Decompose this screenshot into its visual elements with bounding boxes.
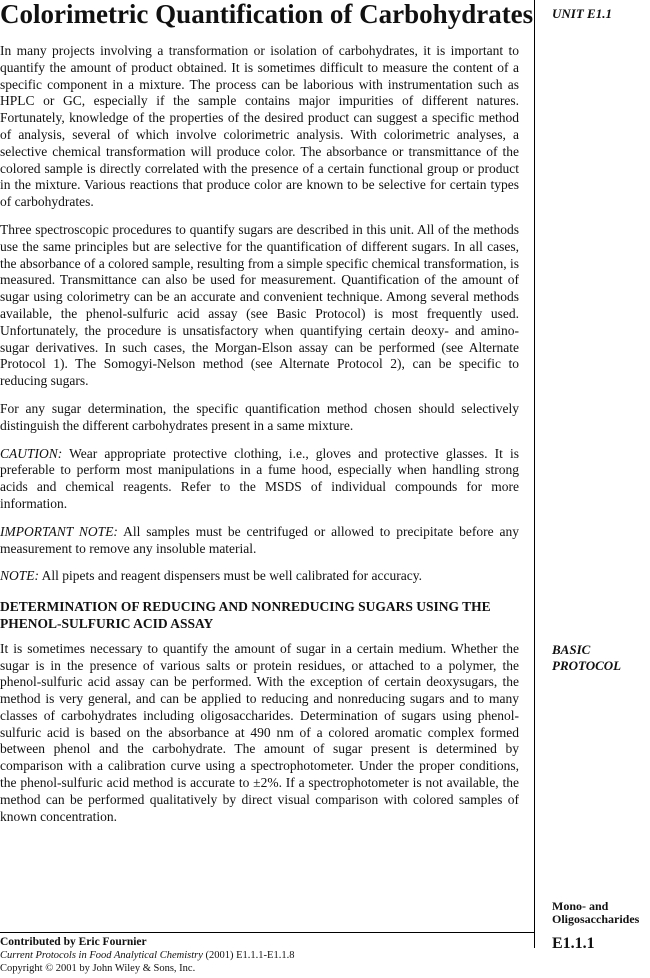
- caution-label: CAUTION:: [0, 445, 63, 461]
- topic-label: [552, 900, 639, 926]
- caution-text: Wear appropriate protective clothing, i.e., gloves and protective glasses. It is preferable to perform most manipulations in a fume hood, especially when handling strong acids and chemical reagents. Refer to the MSDS of individual compounds for more information.: [0, 445, 519, 511]
- margin-rule: [534, 0, 535, 948]
- protocol-type-line-2: PROTOCOL: [552, 658, 622, 673]
- topic-line-2: Oligosaccharides: [552, 912, 640, 926]
- footer-rule: [0, 932, 534, 933]
- important-note-paragraph: [0, 524, 519, 558]
- page-title: Colorimetric Quantification of Carbohydrates: [0, 0, 534, 29]
- methods-paragraph: Three spectroscopic procedures to quantify sugars are described in this unit. All of the methods use the same principles but are selective for the quantification of different sugars. In all cases, the absorbance of a colored sample, resulting from a simple specific chemical transformation, is measured. Transmittance can also be used for measurement. Quantification of the amount of sugar using colorimetry can be an accurate and convenient technique. Among several methods available, the phenol-sulfuric acid assay (see Basic Protocol) is most frequently used. Unfortunately, the procedure is unsatisfactory when quantifying certain deoxy- and amino-sugar derivatives. In such cases, the Morgan-Elson assay can be performed (see Alternate Protocol 1). The Somogyi-Nelson method (see Alternate Protocol 2), can be specific to reducing sugars.: [0, 221, 519, 389]
- contributor-line: Contributed by Eric Fournier: [0, 936, 147, 948]
- unit-label: UNIT E1.1: [552, 6, 612, 21]
- citation-range: (2001) E1.1.1-E1.1.8: [202, 950, 295, 961]
- page-code: E1.1.1: [552, 935, 595, 952]
- note-label: NOTE:: [0, 568, 40, 584]
- protocol-type-label: [552, 642, 621, 674]
- intro-paragraph: In many projects involving a transformation or isolation of carbohydrates, it is important to quantify the amount of product obtained. It is sometimes difficult to measure the content of a specific component in a mixture. The process can be laborious with instrumentation such as HPLC or GC, especially if the sample contains major impurities of different natures. Fortunately, knowledge of the properties of the desired product can suggest a specific method of analysis, several of which involve colorimetric analysis. With colorimetric analyses, a selective chemical transformation will produce color. The absorbance or transmittance of the colored sample is directly correlated with the presence of a certain functional group or product in the mixture. Various reactions that produce color are known to be selective for certain types of carbohydrates.: [0, 43, 519, 210]
- note-paragraph: [0, 568, 519, 585]
- protocol-intro-paragraph: It is sometimes necessary to quantify the amount of sugar in a certain medium. Whether the sugar is in the presence of various salts or protein residues, or attached to a polymer, the phenol-sulfuric acid assay can be performed. With the exception of certain deoxysugars, the method is very general, and can be applied to reducing and nonreducing sugars and to many classes of carbohydrates including oligosaccharides. Determination of sugars using phenol-sulfuric acid is based on the absorbance at 490 nm of a colored aromatic complex formed between phenol and the carbohydrate. The amount of sugar present is determined by comparison with a calibration curve using a spectrophotometer. Under the proper conditions, the phenol-sulfuric acid method is accurate to ±2%. If a spectrophotometer is not available, the method can be performed qualitatively by direct visual comparison with colored samples of known concentration.: [0, 640, 519, 824]
- important-note-label: IMPORTANT NOTE:: [0, 523, 118, 539]
- note-text: All pipets and reagent dispensers must be well calibrated for accuracy.: [39, 568, 422, 584]
- main-text: [0, 43, 519, 836]
- caution-paragraph: [0, 446, 519, 513]
- selection-paragraph: For any sugar determination, the specific quantification method chosen should selectively distinguish the different carbohydrates present in a same mixture.: [0, 400, 519, 433]
- protocol-type-line-1: BASIC: [552, 642, 591, 657]
- footer: [0, 936, 530, 975]
- copyright-line: Copyright © 2001 by John Wiley & Sons, Inc.: [0, 963, 196, 974]
- journal-title: Current Protocols in Food Analytical Chemistry: [0, 950, 203, 961]
- important-note-text: All samples must be centrifuged or allowed to precipitate before any measurement to remove any insoluble material.: [0, 523, 519, 556]
- topic-line-1: Mono- and: [552, 899, 609, 913]
- citation-line: [0, 949, 530, 962]
- section-heading: DETERMINATION OF REDUCING AND NONREDUCING SUGARS USING THE PHENOL-SULFURIC ACID ASSAY: [0, 599, 491, 631]
